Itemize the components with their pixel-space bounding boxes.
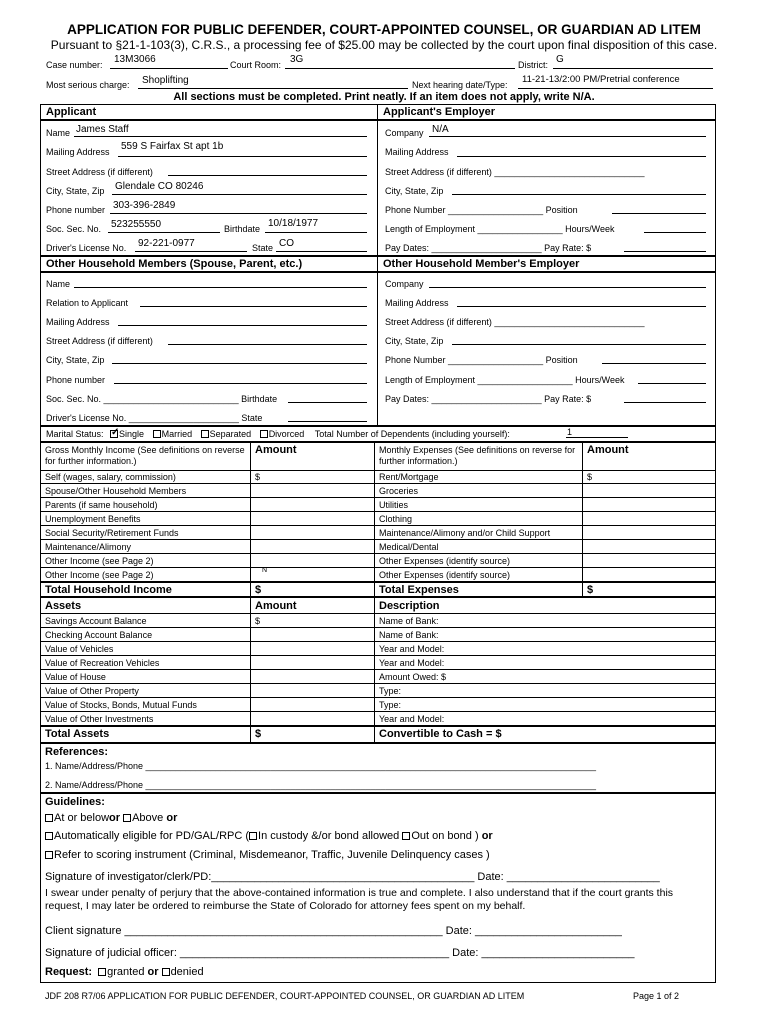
household-relation-label: Relation to Applicant [46, 298, 129, 308]
form-subtitle: Pursuant to §21-1-103(3), C.R.S., a processing fee of $25.00 may be collected by the court upon final disposition of this case. [50, 38, 718, 52]
above-label: Above [132, 812, 164, 824]
guidelines-eligible-line [45, 830, 493, 842]
at-or-below-label: At or below [54, 812, 110, 824]
dependents-line[interactable] [566, 437, 628, 438]
applicant-dl-value[interactable]: 92-221-0977 [138, 238, 195, 249]
hh-employer-mailing-line[interactable] [457, 306, 706, 307]
client-signature[interactable]: Client signature ____________________________________________________ Date: ________________________ [45, 925, 622, 937]
asset-description[interactable]: Amount Owed: $ [379, 672, 447, 682]
footer-form-id: JDF 208 R7/06 APPLICATION FOR PUBLIC DEFENDER, COURT-APPOINTED COUNSEL, OR GUARDIAN AD LITEM [45, 991, 525, 1001]
expense-row: Rent/Mortgage [379, 472, 439, 482]
household-mailing-label: Mailing Address [46, 317, 110, 327]
denied-label: denied [170, 966, 204, 978]
oath-text: I swear under penalty of perjury that the above-contained information is true and complete. I also understand that if the court grants this request, I may later be ordered to reimburse the State of Colorado for attorney fees spent on my behalf. [45, 887, 674, 912]
hh-employer-position-line[interactable] [602, 363, 706, 364]
or-label: or [109, 812, 121, 824]
granted-checkbox[interactable] [98, 968, 106, 976]
income-row-line [40, 525, 716, 526]
hearing-label: Next hearing date/Type: [412, 80, 508, 90]
household-dl-label[interactable]: Driver's License No. ______________________ State [46, 413, 263, 423]
employer-company-label: Company [385, 128, 424, 138]
asset-description[interactable]: Name of Bank: [379, 630, 439, 640]
applicant-mailing-line[interactable] [118, 156, 367, 157]
expense-row: Clothing [379, 514, 413, 524]
applicant-city-label: City, State, Zip [46, 186, 105, 196]
household-birthdate-line[interactable] [288, 402, 367, 403]
assets-total-amount[interactable]: $ [255, 728, 262, 740]
guidelines-scoring-line [45, 849, 490, 861]
asset-row: Value of Recreation Vehicles [45, 658, 160, 668]
convertible-to-cash[interactable]: Convertible to Cash = $ [379, 728, 502, 740]
household-employer-heading: Other Household Member's Employer [383, 258, 580, 270]
applicant-birthdate-value[interactable]: 10/18/1977 [268, 218, 319, 229]
asset-description[interactable]: Year and Model: [379, 714, 445, 724]
household-name-line[interactable] [74, 287, 367, 288]
income-row: Social Security/Retirement Funds [45, 528, 179, 538]
employer-company-value[interactable]: N/A [432, 124, 449, 135]
asset-description[interactable]: Year and Model: [379, 644, 445, 654]
auto-eligible-checkbox[interactable] [45, 832, 53, 840]
marital-status-label: Marital Status: [46, 429, 104, 439]
applicant-divider [377, 104, 378, 426]
asset-row: Value of Other Property [45, 686, 139, 696]
married-checkbox[interactable] [153, 430, 161, 438]
income-row-line [40, 483, 716, 484]
income-other-mark[interactable]: N [262, 567, 268, 574]
household-phone-line[interactable] [114, 383, 367, 384]
footer-page-number: Page 1 of 2 [633, 991, 680, 1001]
out-on-bond-checkbox[interactable] [402, 832, 410, 840]
applicant-name-value[interactable]: James Staff [76, 124, 129, 135]
case-number-line[interactable] [110, 68, 228, 69]
income-amount-heading: Amount [255, 444, 297, 456]
applicant-mailing-value[interactable]: 559 S Fairfax St apt 1b [121, 141, 224, 152]
assets-amount-divider [250, 597, 251, 743]
assets-row-line [40, 655, 716, 656]
instructions-notice: All sections must be completed. Print neatly. If an item does not apply, write N/A. [173, 91, 595, 103]
asset-description[interactable]: Type: [379, 700, 402, 710]
income-row-line [40, 553, 716, 554]
asset-row: Savings Account Balance [45, 616, 147, 626]
hh-employer-hours-line[interactable] [638, 383, 706, 384]
income-self-amount[interactable]: $ [255, 472, 261, 482]
case-number-label: Case number: [46, 60, 103, 70]
income-total-label: Total Household Income [45, 584, 172, 596]
case-number-value[interactable]: 13M3066 [114, 54, 156, 65]
single-checkbox[interactable] [110, 430, 118, 438]
dependents-label: Total Number of Dependents (including yourself): [314, 429, 510, 439]
asset-row: Value of Stocks, Bonds, Mutual Funds [45, 700, 197, 710]
applicant-state-value[interactable]: CO [279, 238, 294, 249]
income-row-line [40, 539, 716, 540]
applicant-city-line[interactable] [112, 194, 367, 195]
assets-row-line [40, 683, 716, 684]
hh-employer-payrate-line[interactable] [624, 402, 706, 403]
applicant-city-value[interactable]: Glendale CO 80246 [115, 181, 204, 192]
hh-employer-city-line[interactable] [452, 344, 706, 345]
expense-row: Utilities [379, 500, 409, 510]
expense-row: Other Expenses (identify source) [379, 556, 511, 566]
married-label: Married [161, 429, 193, 439]
hearing-value[interactable]: 11-21-13/2:00 PM/Pretrial conference [522, 74, 680, 85]
granted-label: granted [107, 966, 145, 978]
marital-status-row [46, 429, 510, 439]
charge-line[interactable] [138, 88, 408, 89]
at-or-below-checkbox[interactable] [45, 814, 53, 822]
applicant-ssn-label: Soc. Sec. No. [46, 224, 102, 234]
or-label: or [147, 966, 159, 978]
income-row: Other Income (see Page 2) [45, 570, 154, 580]
hh-employer-street-label[interactable]: Street Address (if different) ______________________________ [385, 317, 645, 327]
assets-row-line [40, 711, 716, 712]
form-title: APPLICATION FOR PUBLIC DEFENDER, COURT-APPOINTED COUNSEL, OR GUARDIAN AD LITEM [67, 22, 701, 37]
divorced-checkbox[interactable] [260, 430, 268, 438]
hh-employer-length-label[interactable]: Length of Employment ___________________ Hours/Week [385, 375, 625, 385]
scoring-label: Refer to scoring instrument (Criminal, Misdemeanor, Traffic, Juvenile Delinquency cases ) [54, 849, 490, 861]
asset-row: Value of House [45, 672, 106, 682]
expense-row: Other Expenses (identify source) [379, 570, 511, 580]
household-name-label: Name [46, 279, 71, 289]
applicant-birthdate-line[interactable] [265, 232, 367, 233]
income-row: Self (wages, salary, commission) [45, 472, 176, 482]
applicant-mailing-label: Mailing Address [46, 147, 110, 157]
income-row: Unemployment Benefits [45, 514, 141, 524]
expense-row: Maintenance/Alimony and/or Child Support [379, 528, 551, 538]
income-total-line [40, 581, 716, 583]
hh-employer-pay-label[interactable]: Pay Dates: ______________________ Pay Rate: $ [385, 394, 592, 404]
court-room-value[interactable]: 3G [290, 54, 304, 65]
applicant-heading: Applicant [46, 106, 97, 118]
expenses-total-amount[interactable]: $ [587, 584, 594, 596]
guidelines-income-line [45, 812, 177, 824]
income-row: Maintenance/Alimony [45, 542, 132, 552]
assets-row-line [40, 627, 716, 628]
district-line[interactable] [553, 68, 713, 69]
household-ssn-label[interactable]: Soc. Sec. No. ___________________________ Birthdate [46, 394, 278, 404]
expense-row: Medical/Dental [379, 542, 439, 552]
references-heading: References: [45, 746, 108, 758]
employer-mailing-label: Mailing Address [385, 147, 449, 157]
household-heading: Other Household Members (Spouse, Parent, etc.) [46, 258, 303, 270]
court-room-line[interactable] [285, 68, 515, 69]
applicant-state-line[interactable] [276, 251, 367, 252]
charge-label: Most serious charge: [46, 80, 130, 90]
employer-phone-label[interactable]: Phone Number ___________________ Position [385, 205, 578, 215]
reference-1[interactable]: 1. Name/Address/Phone __________________________________________________________________________________________ [45, 761, 597, 771]
expense-amount-divider [582, 442, 583, 597]
applicant-phone-label: Phone number [46, 205, 106, 215]
request-label: Request: [45, 966, 93, 978]
in-custody-label: In custody &/or bond allowed [258, 830, 400, 842]
income-row: Other Income (see Page 2) [45, 556, 154, 566]
employer-hours-line[interactable] [644, 232, 706, 233]
assets-amount-heading: Amount [255, 600, 297, 612]
assets-row-line [40, 697, 716, 698]
applicant-ssn-line[interactable] [108, 232, 220, 233]
household-city-line[interactable] [112, 363, 367, 364]
income-row: Parents (if same household) [45, 500, 158, 510]
asset-description[interactable]: Type: [379, 686, 402, 696]
investigator-signature[interactable]: Signature of investigator/clerk/PD:___________________________________________ Date: _________________________ [45, 871, 660, 883]
dependents-value[interactable]: 1 [567, 427, 573, 437]
employer-city-label: City, State, Zip [385, 186, 444, 196]
income-expense-divider [374, 442, 375, 597]
applicant-dl-line[interactable] [135, 251, 247, 252]
expenses-heading: Monthly Expenses (See definitions on reverse for further information.) [379, 445, 576, 466]
income-amount-divider [250, 442, 251, 597]
applicant-state-label: State [252, 243, 274, 253]
applicant-phone-line[interactable] [110, 213, 367, 214]
assets-total-label: Total Assets [45, 728, 110, 740]
household-relation-line[interactable] [140, 306, 367, 307]
charge-value[interactable]: Shoplifting [142, 75, 189, 86]
employer-mailing-line[interactable] [457, 156, 706, 157]
household-phone-label: Phone number [46, 375, 106, 385]
household-top-line [40, 255, 716, 257]
assets-row-line [40, 641, 716, 642]
applicant-street-label: Street Address (if different) [46, 167, 153, 177]
income-row-line [40, 511, 716, 512]
separated-label: Separated [209, 429, 252, 439]
hearing-line[interactable] [518, 88, 713, 89]
applicant-header-line [40, 119, 716, 121]
assets-total-line [40, 725, 716, 727]
asset-row: Checking Account Balance [45, 630, 153, 640]
assets-description-divider [374, 597, 375, 743]
district-value[interactable]: G [556, 54, 564, 65]
asset-description[interactable]: Name of Bank: [379, 616, 439, 626]
household-header-line [40, 271, 716, 273]
applicant-ssn-value[interactable]: 523255550 [111, 219, 162, 230]
out-on-bond-label: Out on bond ) [411, 830, 479, 842]
or-label: or [166, 812, 178, 824]
household-state-line[interactable] [288, 421, 367, 422]
assets-heading: Assets [45, 600, 82, 612]
asset-row: Value of Other Investments [45, 714, 154, 724]
assets-description-heading: Description [379, 600, 440, 612]
hh-employer-city-label: City, State, Zip [385, 336, 444, 346]
hh-employer-company-line[interactable] [429, 287, 706, 288]
asset-row: Value of Vehicles [45, 644, 114, 654]
assets-row-line [40, 669, 716, 670]
income-header-line [40, 470, 716, 471]
employer-length-label[interactable]: Length of Employment _________________ Hours/Week [385, 224, 615, 234]
applicant-name-line[interactable] [74, 136, 367, 137]
single-label: Single [119, 429, 145, 439]
in-custody-checkbox[interactable] [249, 832, 257, 840]
auto-eligible-label: Automatically eligible for PD/GAL/RPC ( [54, 830, 250, 842]
employer-position-line[interactable] [612, 213, 706, 214]
denied-checkbox[interactable] [162, 968, 170, 976]
separated-checkbox[interactable] [201, 430, 209, 438]
employer-payrate-line[interactable] [624, 251, 706, 252]
household-street-line[interactable] [168, 344, 367, 345]
household-mailing-line[interactable] [118, 325, 367, 326]
hh-employer-company-label: Company [385, 279, 424, 289]
hh-employer-phone-label[interactable]: Phone Number ___________________ Position [385, 355, 578, 365]
income-row-line [40, 497, 716, 498]
judicial-signature[interactable]: Signature of judicial officer: ____________________________________________ Date: _________________________ [45, 947, 635, 959]
scoring-checkbox[interactable] [45, 851, 53, 859]
divorced-label: Divorced [268, 429, 305, 439]
or-label: or [481, 830, 493, 842]
reference-2[interactable]: 2. Name/Address/Phone __________________________________________________________________________________________ [45, 780, 597, 790]
employer-heading: Applicant's Employer [383, 106, 496, 118]
employer-city-line[interactable] [452, 194, 706, 195]
asset-savings-amount[interactable]: $ [255, 616, 261, 626]
applicant-name-label: Name [46, 128, 71, 138]
household-city-label: City, State, Zip [46, 355, 105, 365]
court-room-label: Court Room: [230, 60, 282, 70]
expense-rent-amount[interactable]: $ [587, 472, 593, 482]
employer-company-line[interactable] [429, 136, 706, 137]
income-row: Spouse/Other Household Members [45, 486, 187, 496]
applicant-dl-label: Driver's License No. [46, 243, 127, 253]
asset-description[interactable]: Year and Model: [379, 658, 445, 668]
expenses-amount-heading: Amount [587, 444, 629, 456]
expenses-total-label: Total Expenses [379, 584, 459, 596]
above-checkbox[interactable] [123, 814, 131, 822]
income-total-amount[interactable]: $ [255, 584, 262, 596]
assets-header-line [40, 613, 716, 614]
household-street-label: Street Address (if different) [46, 336, 153, 346]
applicant-phone-value[interactable]: 303-396-2849 [113, 200, 176, 211]
district-label: District: [518, 60, 548, 70]
guidelines-heading: Guidelines: [45, 796, 105, 808]
applicant-street-line[interactable] [168, 175, 367, 176]
request-line [45, 966, 204, 978]
expense-row: Groceries [379, 486, 419, 496]
hh-employer-mailing-label: Mailing Address [385, 298, 449, 308]
applicant-birthdate-label: Birthdate [224, 224, 261, 234]
income-row-line [40, 567, 716, 568]
income-heading: Gross Monthly Income (See definitions on reverse for further information.) [45, 445, 245, 466]
employer-street-label[interactable]: Street Address (if different) ______________________________ [385, 167, 645, 177]
employer-pay-label[interactable]: Pay Dates: ______________________ Pay Rate: $ [385, 243, 592, 253]
